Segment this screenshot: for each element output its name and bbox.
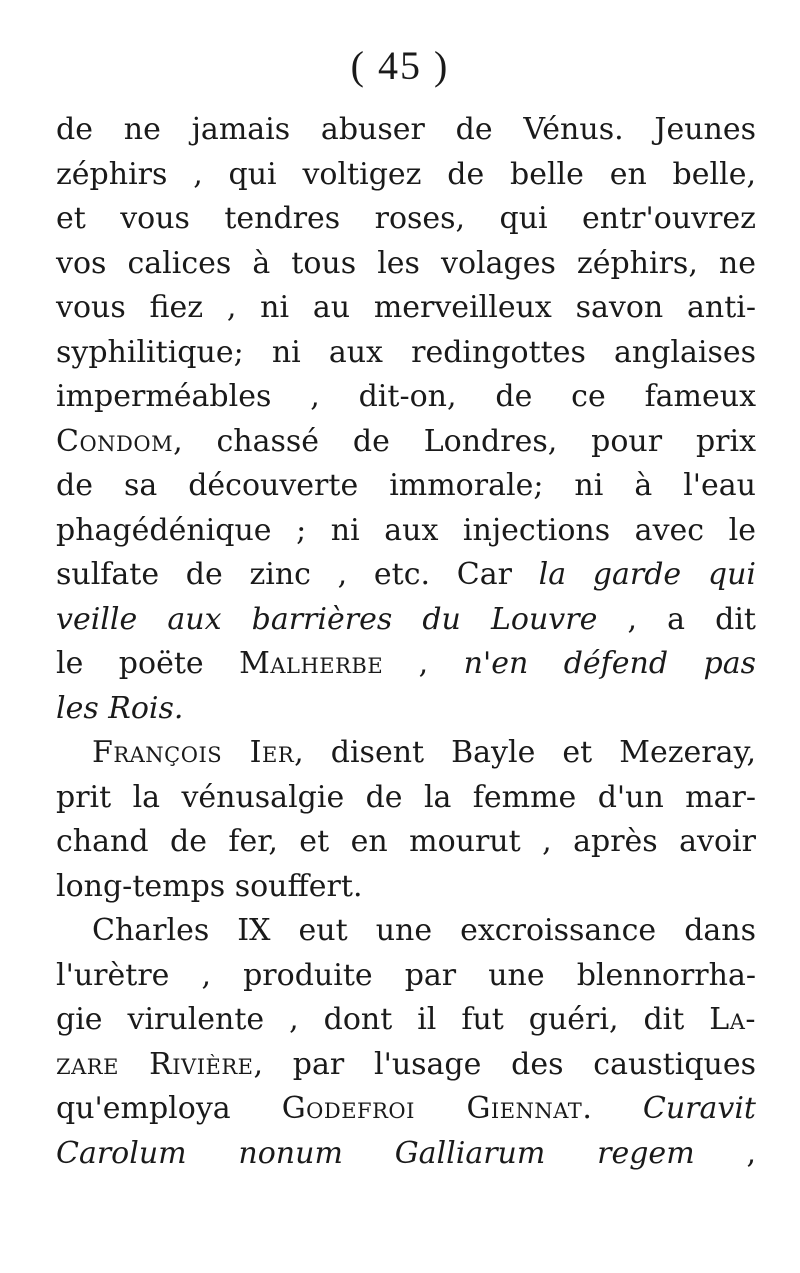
text-run: de ne jamais abuser de Vénus. Jeunes: [56, 112, 756, 147]
text-line: [56, 642, 756, 687]
small-caps-text: zare Rivière: [56, 1046, 254, 1082]
text-line: [56, 598, 756, 643]
page-number: ( 45 ): [350, 43, 450, 88]
text-run: qu'employa: [56, 1091, 282, 1126]
small-caps-text: François Ier: [92, 735, 295, 770]
text-run: zéphirs , qui voltigez de belle en belle,: [56, 156, 756, 192]
body-text: [56, 108, 756, 1176]
small-caps-text: Malherbe: [239, 646, 384, 681]
text-line: [56, 286, 756, 331]
text-line: [56, 153, 756, 198]
italic-text: les Rois.: [56, 690, 184, 726]
text-line: [56, 1043, 756, 1088]
text-line: [56, 865, 756, 910]
text-run: , par l'usage des caustiques: [253, 1046, 756, 1082]
text-line: [56, 731, 756, 776]
small-caps-text: Godefroi Giennat: [281, 1091, 583, 1126]
text-line: [56, 954, 756, 999]
italic-text: n'en défend pas: [463, 646, 757, 681]
text-line: [56, 1132, 756, 1177]
text-run: , a dit: [597, 601, 756, 637]
text-run: chand de fer, et en mourut , après avoir: [56, 824, 756, 859]
text-run: gie virulente , dont il fut guéri, dit: [56, 1002, 710, 1037]
text-line: [56, 242, 756, 287]
text-run: ,: [383, 646, 464, 681]
text-run: phagédénique ; ni aux injections avec le: [56, 512, 756, 548]
text-run: prit la vénusalgie de la femme d'un mar-: [56, 779, 756, 815]
text-line: [56, 909, 756, 954]
text-run: ,: [694, 1135, 756, 1171]
text-run: de sa découverte immorale; ni à l'eau: [56, 468, 756, 503]
small-caps-text: Condom: [56, 423, 174, 459]
text-run: vous fiez , ni au merveilleux savon anti-: [56, 290, 756, 325]
text-line: [56, 464, 756, 509]
text-run: le poëte: [56, 646, 240, 681]
text-run: vos calices à tous les volages zéphirs, ne: [56, 245, 756, 281]
text-run: et vous tendres roses, qui entr'ouvrez: [56, 201, 756, 236]
text-line: [56, 375, 756, 420]
text-line: [56, 1087, 756, 1132]
text-line: [56, 687, 756, 732]
text-line: [56, 553, 756, 598]
text-line: [56, 197, 756, 242]
text-run: .: [582, 1091, 643, 1126]
text-run: Charles IX eut une excroissance dans: [92, 913, 756, 948]
text-run: , disent Bayle et Mezeray,: [294, 735, 756, 770]
small-caps-text: La-: [709, 1002, 756, 1037]
text-line: [56, 509, 756, 554]
text-line: [56, 776, 756, 821]
text-run: sulfate de zinc , etc. Car: [56, 557, 539, 592]
text-run: l'urètre , produite par une blennorrha-: [56, 957, 756, 993]
text-line: [56, 420, 756, 465]
text-line: [56, 108, 756, 153]
text-run: , chassé de Londres, pour prix: [173, 423, 756, 459]
text-run: imperméables , dit-on, de ce fameux: [56, 379, 756, 414]
text-run: syphilitique; ni aux redingottes anglaises: [56, 334, 756, 370]
text-line: [56, 998, 756, 1043]
italic-text: veille aux barrières du Louvre: [56, 601, 598, 637]
italic-text: la garde qui: [538, 557, 756, 592]
text-run: long-temps souffert.: [56, 868, 363, 904]
italic-text: Carolum nonum Galliarum regem: [56, 1135, 695, 1171]
italic-text: Curavit: [642, 1091, 756, 1126]
text-line: [56, 331, 756, 376]
text-line: [56, 820, 756, 865]
